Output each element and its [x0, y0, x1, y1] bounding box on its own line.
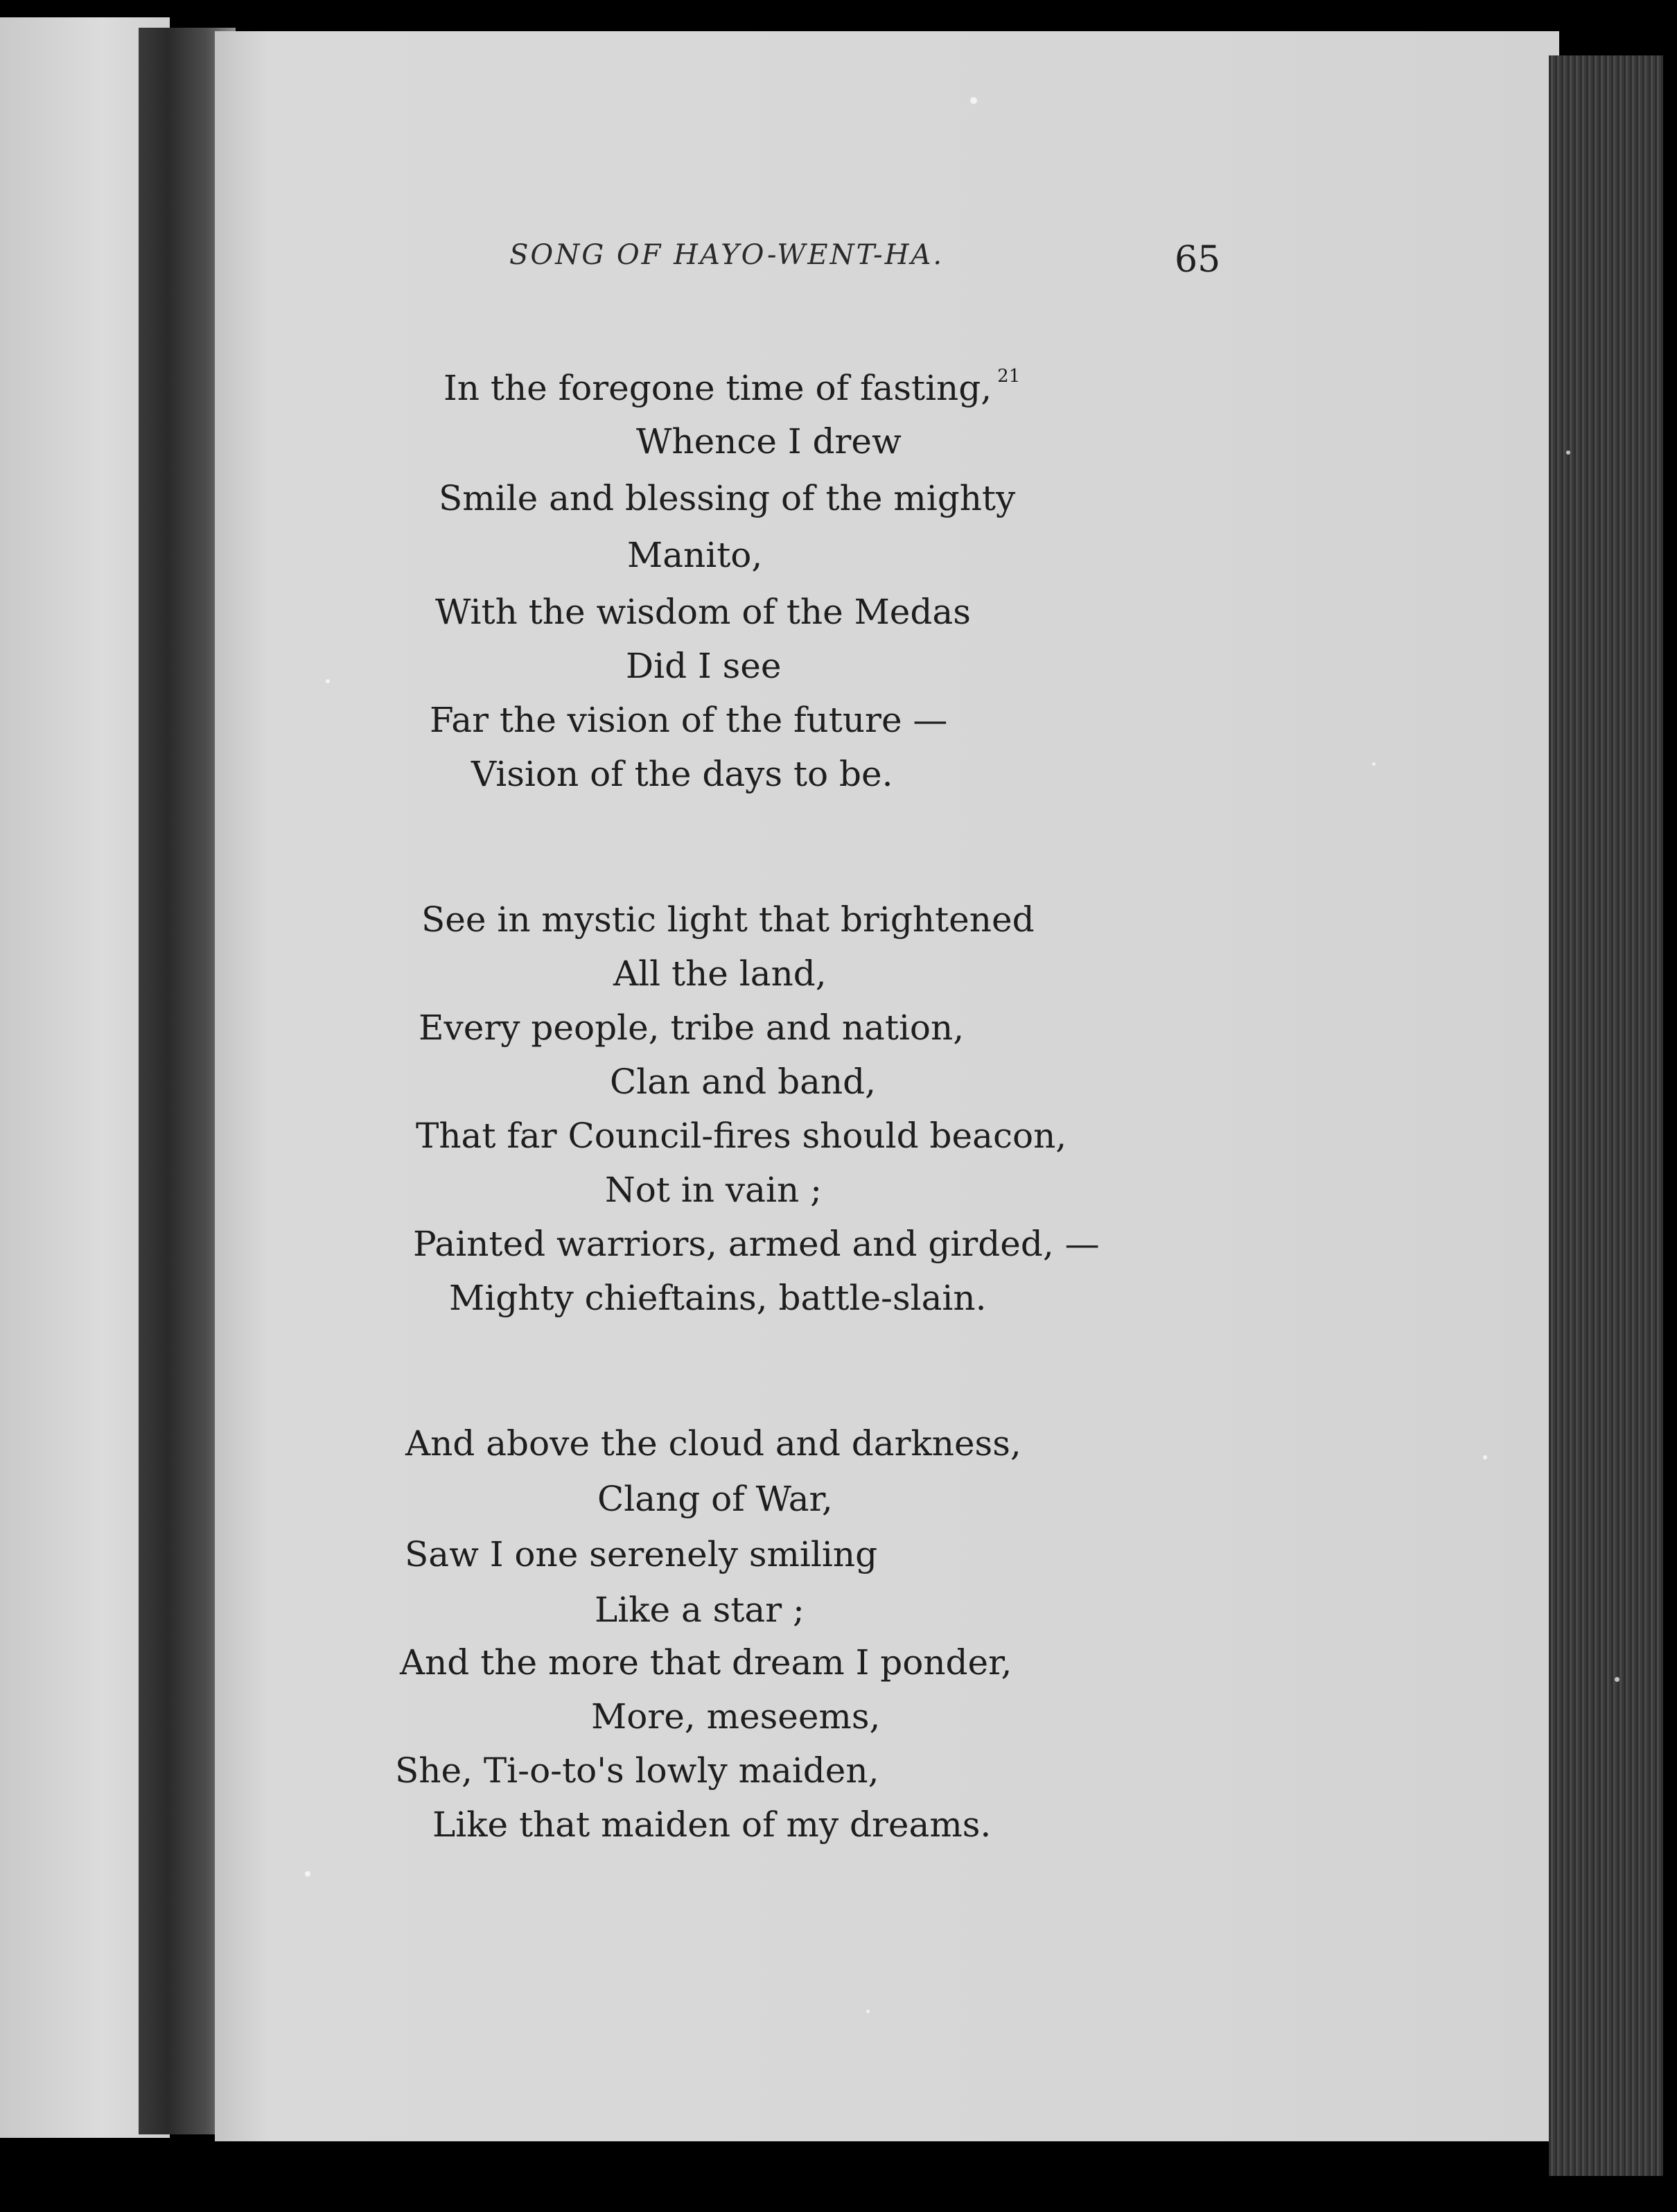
poem-line: She, Ti-o-to's lowly maiden,	[395, 1750, 879, 1791]
film-speck	[1372, 762, 1376, 766]
poem-line: Did I see	[626, 646, 782, 686]
poem-line: Far the vision of the future —	[430, 700, 948, 740]
footnote-reference: 21	[997, 366, 1021, 387]
poem-line: More, meseems,	[591, 1696, 881, 1737]
film-speck	[326, 679, 330, 683]
poem-line: Clang of War,	[597, 1479, 833, 1519]
poem-line: And above the cloud and darkness,	[405, 1423, 1021, 1464]
poem-line: All the land,	[613, 954, 827, 994]
poem-line: Clan and band,	[610, 1062, 876, 1102]
poem-line: Saw I one serenely smiling	[405, 1534, 878, 1574]
poem-line: Like that maiden of my dreams.	[432, 1805, 992, 1845]
poem-line: See in mystic light that brightened	[421, 899, 1035, 940]
film-speck	[1615, 1677, 1619, 1682]
film-speck	[1566, 450, 1570, 455]
poem-line: Like a star ;	[595, 1590, 805, 1630]
film-speck	[1483, 1455, 1487, 1459]
poem-line: With the wisdom of the Medas	[435, 592, 971, 632]
poem-line: Whence I drew	[636, 421, 902, 462]
poem-line: In the foregone time of fasting, $^{21}$	[444, 366, 1021, 408]
page-fore-edge	[1549, 55, 1663, 2176]
film-speck	[305, 1871, 310, 1877]
poem-line: Every people, tribe and nation,	[419, 1008, 965, 1048]
poem-line: Vision of the days to be.	[471, 754, 893, 794]
film-speck	[970, 97, 977, 104]
poem-line: That far Council-fires should beacon,	[416, 1116, 1067, 1156]
poem-line: Painted warriors, armed and girded, —	[413, 1224, 1100, 1264]
poem-line: Manito,	[627, 535, 763, 575]
poem-line: Not in vain ;	[605, 1170, 822, 1210]
running-title: SONG OF HAYO-WENT-HA.	[509, 239, 945, 271]
page-number: 65	[1175, 239, 1221, 281]
poem-line: And the more that dream I ponder,	[400, 1642, 1012, 1683]
poem-line: Mighty chieftains, battle-slain.	[449, 1278, 987, 1318]
poem-line: Smile and blessing of the mighty	[439, 478, 1016, 518]
film-speck	[866, 2010, 870, 2013]
